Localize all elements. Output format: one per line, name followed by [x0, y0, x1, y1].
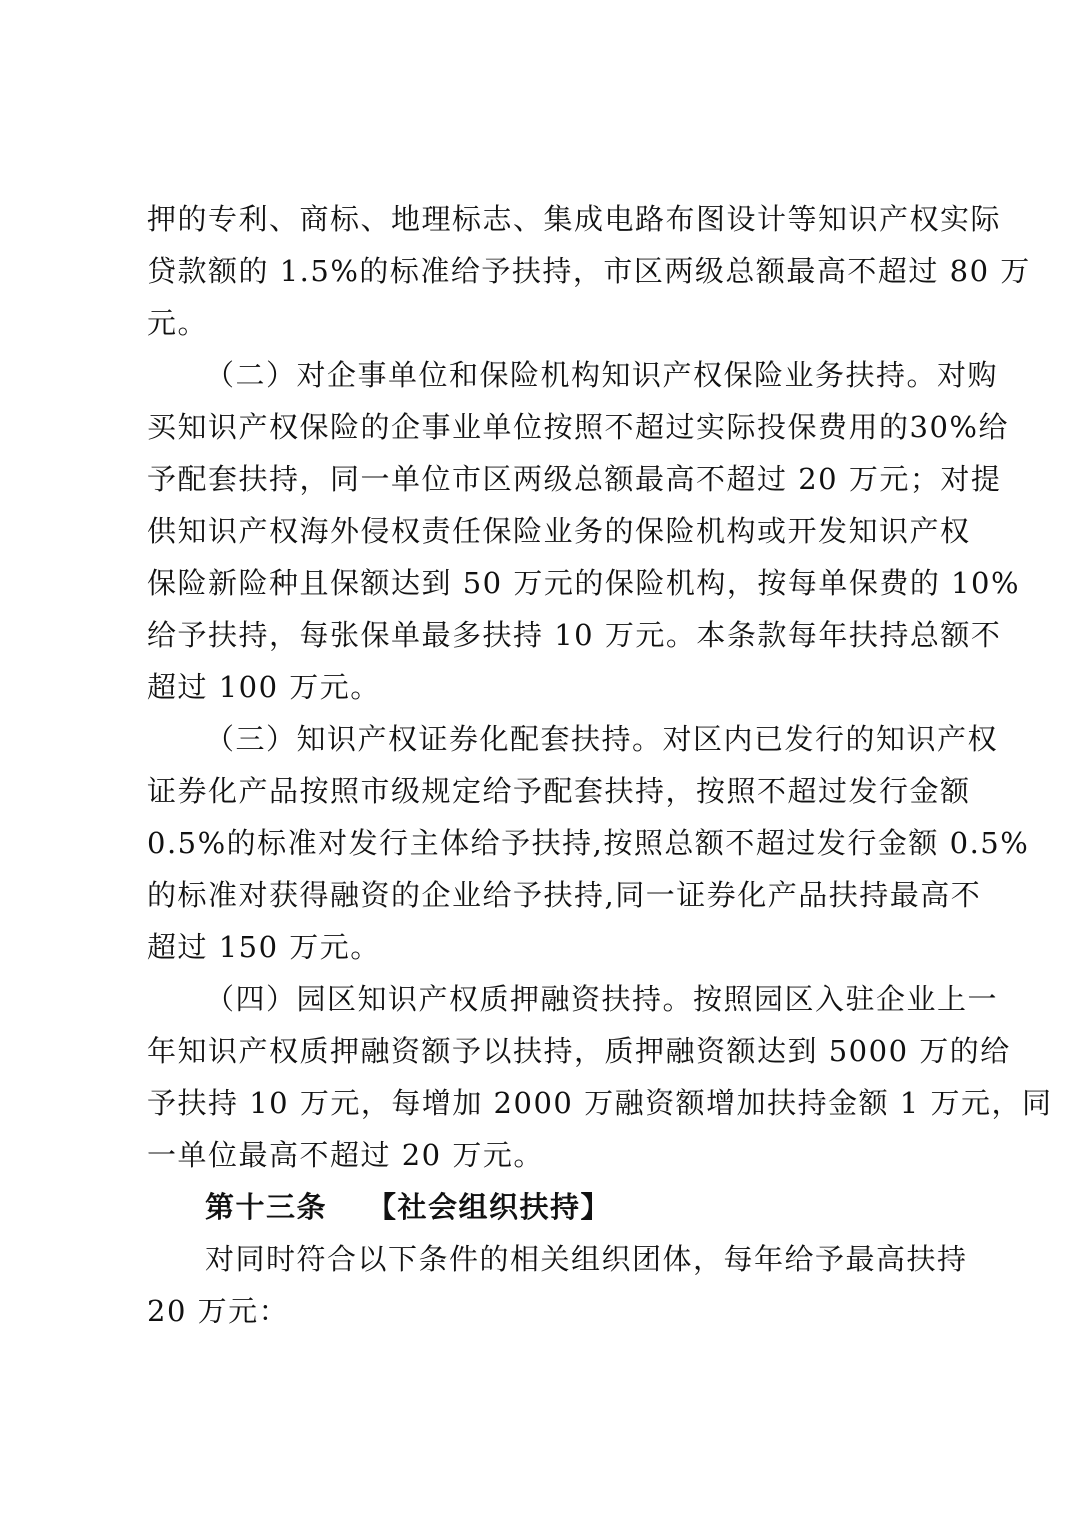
- text-line: 超过 100 万元。: [147, 670, 381, 704]
- document-body: [147, 193, 1053, 1337]
- text-line: 元。: [147, 306, 209, 340]
- text-line: 20 万元：: [147, 1294, 290, 1328]
- text-line: 年知识产权质押融资额予以扶持，质押融资额达到 5000 万的给: [147, 1034, 1011, 1068]
- paragraph-4-start: （四）园区知识产权质押融资扶持。按照园区入驻企业上一: [205, 982, 999, 1016]
- text-line: 买知识产权保险的企事业单位按照不超过实际投保费用的30%给: [147, 410, 1009, 444]
- article-body-start: 对同时符合以下条件的相关组织团体，每年给予最高扶持: [205, 1242, 968, 1276]
- paragraph-2-start: （二）对企事单位和保险机构知识产权保险业务扶持。对购: [205, 358, 999, 392]
- text-line: 给予扶持，每张保单最多扶持 10 万元。本条款每年扶持总额不: [147, 618, 1002, 652]
- text-line: 供知识产权海外侵权责任保险业务的保险机构或开发知识产权: [147, 514, 971, 548]
- article-heading: [147, 1181, 947, 1233]
- text-line: 予扶持 10 万元，每增加 2000 万融资额增加扶持金额 1 万元，同: [147, 1086, 1053, 1120]
- text-line: 证券化产品按照市级规定给予配套扶持，按照不超过发行金额: [147, 774, 971, 808]
- text-line: 0.5%的标准对发行主体给予扶持,按照总额不超过发行金额 0.5%: [147, 826, 1030, 860]
- text-line: 保险新险种且保额达到 50 万元的保险机构，按每单保费的 10%: [147, 566, 1021, 600]
- text-line: 一单位最高不超过 20 万元。: [147, 1138, 544, 1172]
- text-line: 的标准对获得融资的企业给予扶持,同一证券化产品扶持最高不: [147, 878, 982, 912]
- paragraph-3-start: （三）知识产权证券化配套扶持。对区内已发行的知识产权: [205, 722, 999, 756]
- text-line: 超过 150 万元。: [147, 930, 381, 964]
- text-line: 押的专利、商标、地理标志、集成电路布图设计等知识产权实际: [147, 202, 1002, 236]
- text-line: 贷款额的 1.5%的标准给予扶持，市区两级总额最高不超过 80 万: [147, 254, 1031, 288]
- article-number: 第十三条: [205, 1190, 328, 1224]
- text-line: 予配套扶持，同一单位市区两级总额最高不超过 20 万元；对提: [147, 462, 1002, 496]
- article-title: 【社会组织扶持】: [367, 1190, 612, 1224]
